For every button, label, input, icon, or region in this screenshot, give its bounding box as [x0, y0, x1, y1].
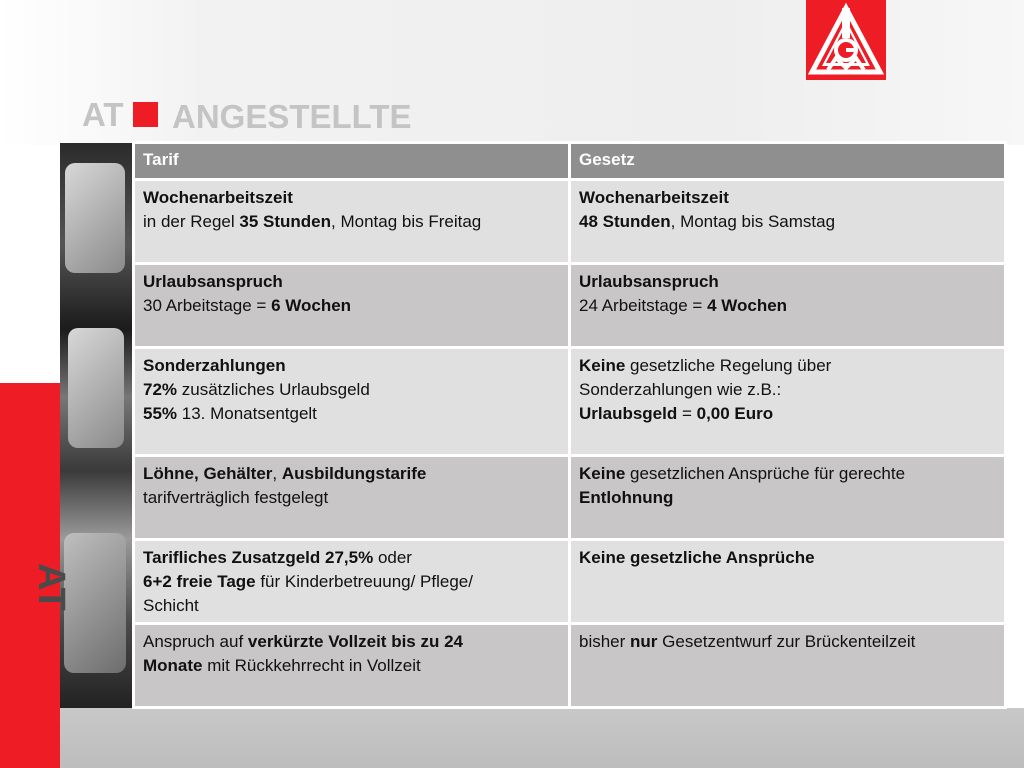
cell-line: [579, 378, 996, 402]
text: gesetzlichen Ansprüche für gerechte: [625, 464, 906, 483]
table-header-row: [134, 143, 1006, 180]
bold-text: nur: [630, 632, 658, 651]
bold-text: Löhne, Gehälter: [143, 464, 273, 483]
cell-line: [143, 486, 560, 510]
cell-line: [579, 630, 996, 654]
text: Sonderzahlungen wie z.B.:: [579, 380, 782, 399]
text: oder: [373, 548, 412, 567]
title-bullet-square: [133, 102, 158, 127]
text: Anspruch auf: [143, 632, 248, 651]
text: ,: [272, 464, 282, 483]
cell-line: [143, 546, 560, 570]
bold-text: Wochenarbeitszeit: [579, 188, 729, 207]
cell-gesetz: [570, 540, 1006, 624]
table-row: [134, 624, 1006, 708]
text: tarifverträglich festgelegt: [143, 488, 329, 507]
text: , Montag bis Samstag: [670, 212, 836, 231]
comparison-table: [132, 141, 1007, 709]
bold-text: 4 Wochen: [707, 296, 788, 315]
column-header-gesetz: Gesetz: [570, 143, 1006, 180]
text: , Montag bis Freitag: [331, 212, 482, 231]
bold-text: 6+2 freie Tage: [143, 572, 256, 591]
text: für Kinderbetreuung/ Pflege/: [255, 572, 473, 591]
text: 30 Arbeitstage =: [143, 296, 272, 315]
bold-text: Keine: [579, 464, 626, 483]
text: 13. Monatsentgelt: [177, 404, 317, 423]
bold-text: Keine: [579, 356, 626, 375]
cell-line: [579, 402, 996, 426]
bold-text: Urlaubsanspruch: [579, 272, 719, 291]
cell-line: [579, 270, 996, 294]
table-row: [134, 348, 1006, 456]
cell-tarif: [134, 264, 570, 348]
bold-text: Monate: [143, 656, 203, 675]
bold-text: Keine gesetzliche Ansprüche: [579, 548, 815, 567]
bold-text: Urlaubsgeld: [579, 404, 678, 423]
cell-line: [579, 486, 996, 510]
text: mit Rückkehrrecht in Vollzeit: [202, 656, 421, 675]
cell-gesetz: [570, 348, 1006, 456]
bold-text: Wochenarbeitszeit: [143, 188, 293, 207]
cell-gesetz: [570, 624, 1006, 708]
cell-line: [143, 294, 560, 318]
bold-text: Urlaubsanspruch: [143, 272, 283, 291]
cell-gesetz: [570, 456, 1006, 540]
table-row: [134, 180, 1006, 264]
bold-text: Tarifliches Zusatzgeld 27,5%: [143, 548, 374, 567]
cell-gesetz: [570, 264, 1006, 348]
table-row: [134, 264, 1006, 348]
bold-text: Entlohnung: [579, 488, 674, 507]
cell-line: [579, 294, 996, 318]
bold-text: 48 Stunden: [579, 212, 671, 231]
bold-text: 35 Stunden: [239, 212, 332, 231]
cell-tarif: [134, 540, 570, 624]
title-prefix: AT: [82, 96, 124, 133]
page-title: ANGESTELLTE: [172, 98, 412, 135]
text: zusätzliches Urlaubsgeld: [177, 380, 370, 399]
footer-bar: [60, 708, 1024, 768]
text: 24 Arbeitstage =: [579, 296, 708, 315]
bold-text: Ausbildungstarife: [281, 464, 427, 483]
cell-line: [143, 630, 560, 654]
text: Schicht: [143, 596, 199, 615]
cell-line: [579, 546, 996, 570]
bold-text: 0,00 Euro: [696, 404, 774, 423]
igm-logo-icon: [806, 0, 886, 80]
cell-line: [579, 186, 996, 210]
table-row: [134, 456, 1006, 540]
cell-gesetz: [570, 180, 1006, 264]
cell-line: [143, 402, 560, 426]
text: gesetzliche Regelung über: [625, 356, 832, 375]
cell-line: [143, 210, 560, 234]
cell-tarif: [134, 180, 570, 264]
column-header-tarif: Tarif: [134, 143, 570, 180]
bold-text: verkürzte Vollzeit bis zu 24: [247, 632, 463, 651]
cell-line: [579, 462, 996, 486]
text: =: [677, 404, 697, 423]
cell-line: [143, 570, 560, 594]
cell-line: [143, 354, 560, 378]
cell-line: [143, 186, 560, 210]
bold-text: 55%: [143, 404, 178, 423]
cell-line: [143, 270, 560, 294]
key-shape: [68, 328, 124, 448]
key-shape: [64, 533, 126, 673]
cell-tarif: [134, 348, 570, 456]
bold-text: Sonderzahlungen: [143, 356, 286, 375]
text: in der Regel: [143, 212, 240, 231]
table-row: [134, 540, 1006, 624]
cell-line: [143, 654, 560, 678]
cell-line: [143, 594, 560, 618]
cell-line: [579, 210, 996, 234]
cell-tarif: [134, 624, 570, 708]
text: Gesetzentwurf zur Brückenteilzeit: [657, 632, 916, 651]
key-shape: [65, 163, 125, 273]
cell-line: [143, 378, 560, 402]
text: bisher: [579, 632, 631, 651]
bold-text: 72%: [143, 380, 178, 399]
cell-tarif: [134, 456, 570, 540]
cell-line: [579, 354, 996, 378]
cell-line: [143, 462, 560, 486]
bold-text: 6 Wochen: [271, 296, 352, 315]
key-label: AT: [30, 563, 72, 611]
